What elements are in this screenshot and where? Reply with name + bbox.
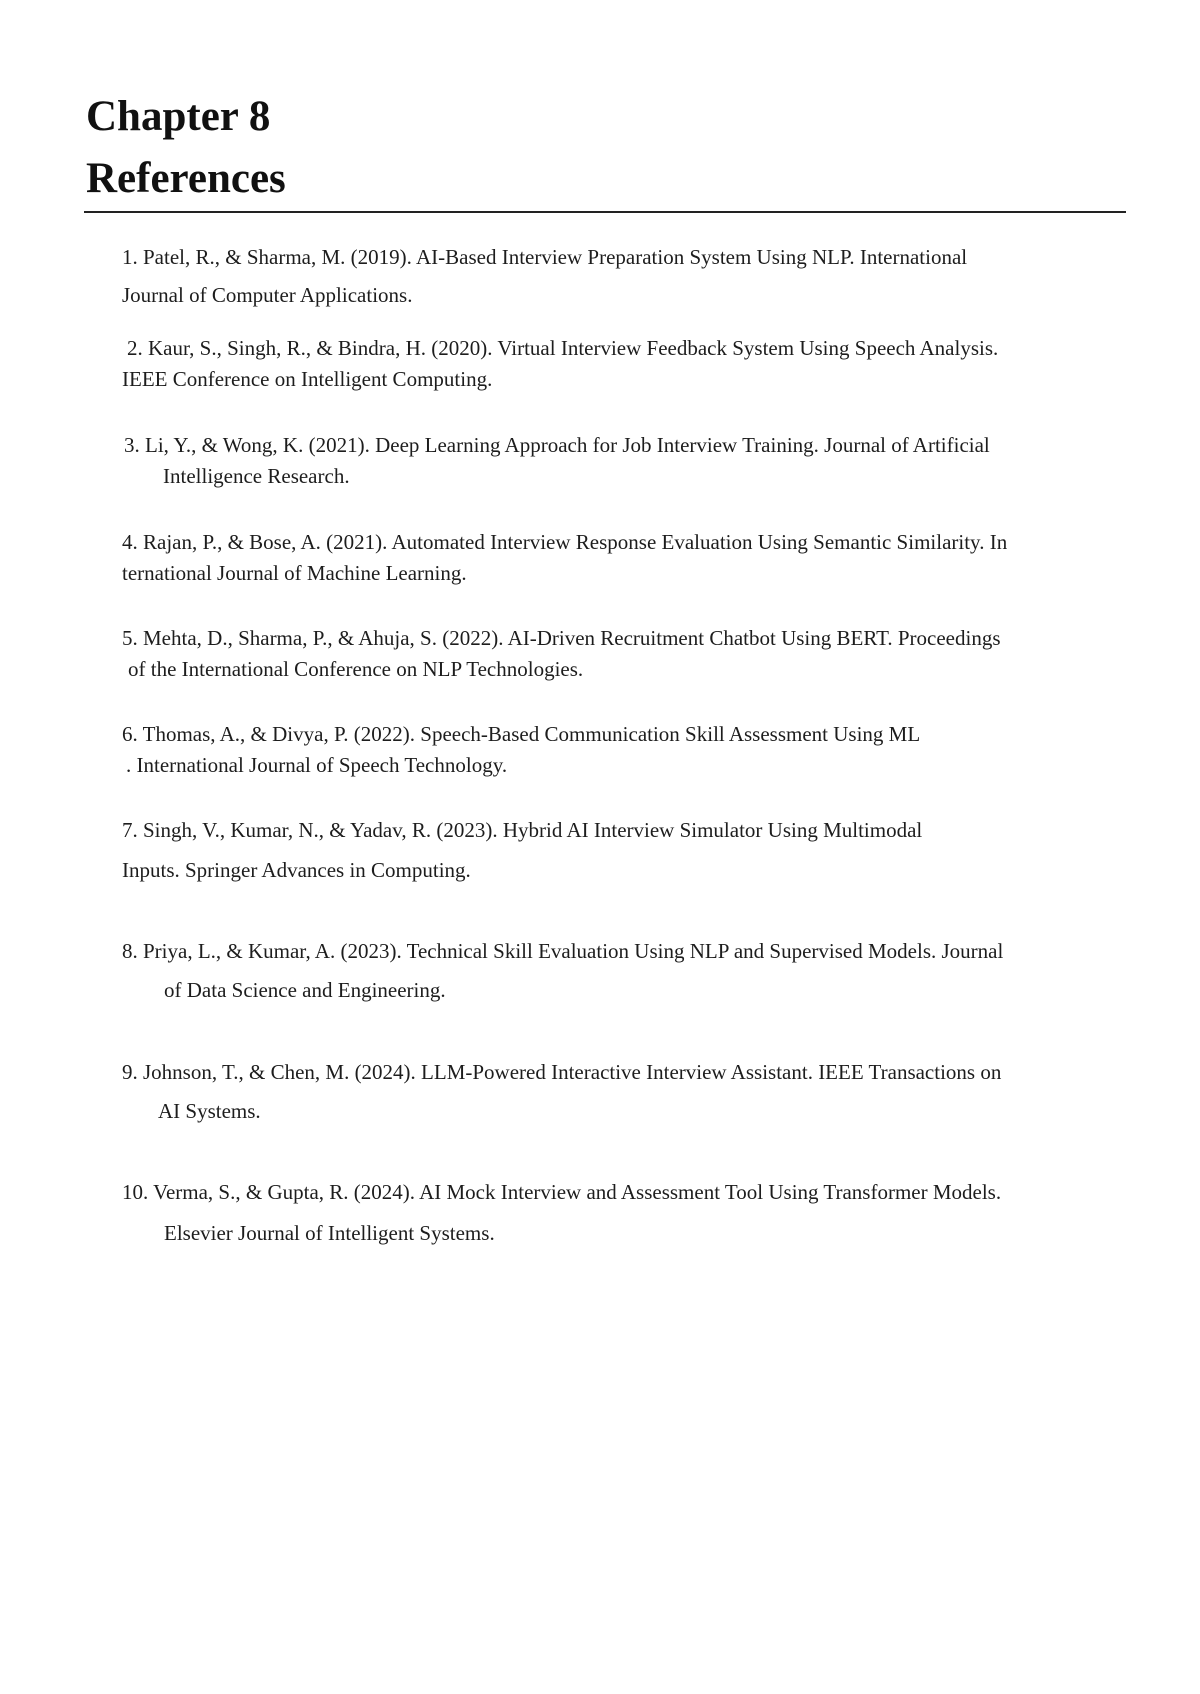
- reference-line-2: of the International Conference on NLP Technologies.: [128, 657, 584, 681]
- reference-line-1: 3. Li, Y., & Wong, K. (2021). Deep Learning Approach for Job Interview Training. Journal of Artificial: [124, 433, 990, 457]
- reference-line-2: Journal of Computer Applications.: [122, 283, 413, 307]
- reference-line-1: 5. Mehta, D., Sharma, P., & Ahuja, S. (2022). AI-Driven Recruitment Chatbot Using BERT. Proceedings: [122, 626, 1001, 650]
- reference-line-1: 8. Priya, L., & Kumar, A. (2023). Technical Skill Evaluation Using NLP and Supervised Models. Journal: [122, 939, 1004, 963]
- reference-line-1: 4. Rajan, P., & Bose, A. (2021). Automated Interview Response Evaluation Using Semantic Similarity. In: [122, 530, 1008, 554]
- reference-line-1: 2. Kaur, S., Singh, R., & Bindra, H. (2020). Virtual Interview Feedback System Using Speech Analysis.: [127, 336, 999, 360]
- reference-line-1: 6. Thomas, A., & Divya, P. (2022). Speech-Based Communication Skill Assessment Using ML: [122, 722, 921, 746]
- reference-line-2: AI Systems.: [158, 1099, 261, 1123]
- reference-line-2: . International Journal of Speech Technology.: [126, 753, 508, 777]
- reference-line-1: 10. Verma, S., & Gupta, R. (2024). AI Mock Interview and Assessment Tool Using Transformer Models.: [122, 1180, 1002, 1204]
- reference-line-2: Elsevier Journal of Intelligent Systems.: [164, 1221, 495, 1245]
- reference-line-2: ternational Journal of Machine Learning.: [122, 561, 467, 585]
- chapter-title: Chapter 8: [86, 93, 271, 140]
- reference-line-1: 1. Patel, R., & Sharma, M. (2019). AI-Based Interview Preparation System Using NLP. International: [122, 245, 968, 269]
- reference-line-1: 7. Singh, V., Kumar, N., & Yadav, R. (2023). Hybrid AI Interview Simulator Using Multimodal: [122, 818, 923, 842]
- reference-line-1: 9. Johnson, T., & Chen, M. (2024). LLM-Powered Interactive Interview Assistant. IEEE Transactions on: [122, 1060, 1002, 1084]
- section-title: References: [86, 155, 286, 202]
- reference-line-2: of Data Science and Engineering.: [164, 978, 446, 1002]
- reference-line-2: Inputs. Springer Advances in Computing.: [122, 858, 471, 882]
- reference-line-2: IEEE Conference on Intelligent Computing.: [122, 367, 493, 391]
- reference-line-2: Intelligence Research.: [163, 464, 350, 488]
- heading-divider: [84, 211, 1126, 213]
